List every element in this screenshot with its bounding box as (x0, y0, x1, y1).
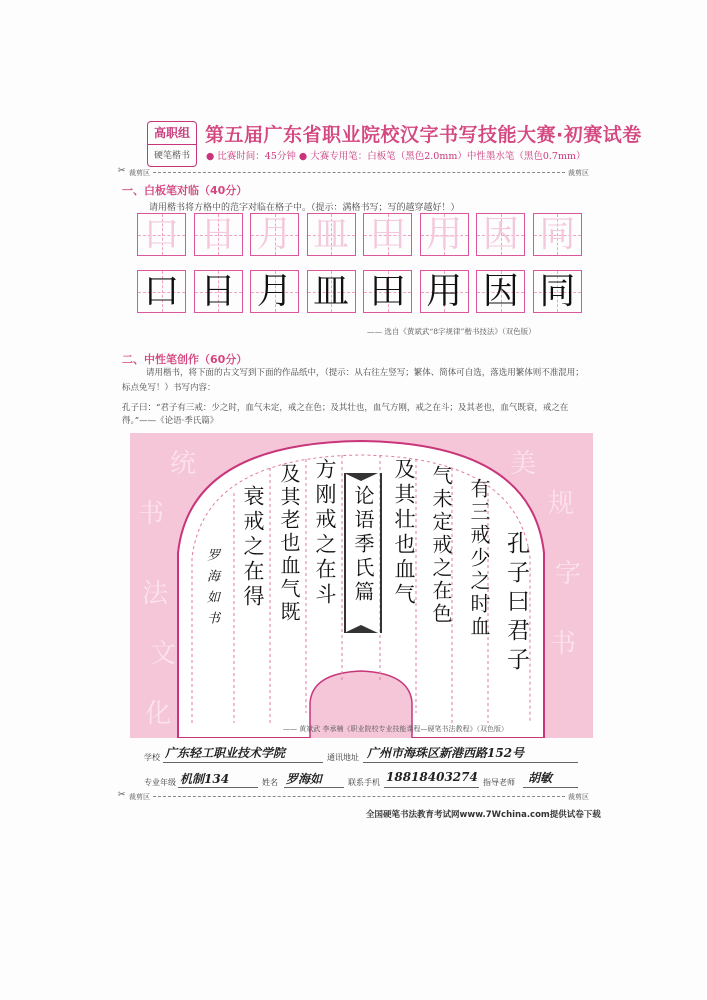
name-label: 姓名 (262, 778, 278, 787)
calligraphy-artwork (130, 433, 593, 738)
section2-heading: 二、中性笔创作（60分） (122, 353, 248, 366)
written-cell: 用 (420, 270, 469, 313)
written-cell: 日 (194, 270, 243, 313)
major-label: 专业年级 (144, 778, 176, 787)
text-column-3: 气未定戒之在色 (429, 465, 453, 626)
badge-division: 高职组 (153, 126, 190, 140)
model-cell: 口 (137, 213, 186, 256)
school-value: 广东轻工职业技术学院 (165, 746, 286, 760)
exam-subtitle: ● 比赛时间：45分钟 ● 大赛专用笔：白板笔（黑色2.0mm）中性墨水笔（黑色0.7mm） (206, 151, 586, 162)
model-grid (137, 213, 582, 256)
text-column-7: 及其老也血气既 (277, 463, 301, 624)
text-column-2: 有三戒少之时血 (467, 478, 491, 639)
watermark-char: 美 (510, 449, 537, 479)
watermark-char: 字 (555, 559, 582, 589)
cut-label-right-bottom: 裁剪区 (568, 793, 589, 801)
model-cell: 同 (533, 213, 582, 256)
text-column-6: 方刚戒之在斗 (313, 458, 337, 608)
teacher-line (523, 787, 578, 788)
section1-instruction: 请用楷书将方格中的范字对临在格子中。（提示：满格书写；写的越穿越好！） (149, 203, 460, 213)
cut-label-left-bottom: 裁剪区 (129, 793, 150, 801)
division-badge (147, 121, 197, 167)
watermark-char: 书 (138, 499, 165, 529)
address-value: 广州市海珠区新港西路152号 (367, 746, 525, 760)
cut-label-left: 裁剪区 (129, 169, 150, 177)
section2-credit: —— 黄斌武 李承楠《职业院校专业技能课程—硬笔书法教程》（双色版） (283, 725, 508, 733)
model-cell: 皿 (307, 213, 356, 256)
artwork-signature: 罗海如书 (204, 548, 219, 632)
written-cell: 月 (250, 270, 299, 313)
watermark-char: 规 (548, 489, 575, 519)
address-line (363, 762, 578, 763)
writing-grid (137, 270, 582, 313)
teacher-label: 指导老师 (483, 778, 515, 787)
model-cell: 用 (420, 213, 469, 256)
watermark-char: 化 (145, 699, 172, 729)
written-cell: 因 (476, 270, 525, 313)
school-line (163, 762, 323, 763)
phone-line (384, 787, 479, 788)
major-value: 机制134 (180, 772, 230, 786)
written-cell: 口 (137, 270, 186, 313)
cut-line-top (153, 172, 565, 173)
cut-label-right: 裁剪区 (568, 169, 589, 177)
exam-title: 第五届广东省职业院校汉字书写技能大赛·初赛试卷 (205, 124, 642, 146)
model-cell: 日 (194, 213, 243, 256)
watermark-char: 法 (142, 579, 169, 609)
text-column-8: 衰戒之在得 (241, 485, 265, 610)
written-cell: 同 (533, 270, 582, 313)
watermark-char: 文 (150, 639, 177, 669)
text-column-4: 及其壮也血气 (392, 458, 416, 608)
download-promo: 全国硬笔书法教育考试网www.7Wchina.com提供试卷下载 (366, 810, 601, 820)
section1-credit: —— 选自《黄斌武“8字规律”楷书技法》（双色版） (367, 327, 536, 336)
cut-line-bottom (153, 796, 565, 797)
phone-label: 联系手机 (348, 778, 380, 787)
school-label: 学校 (144, 753, 160, 762)
phone-value: 18818403274 (386, 770, 478, 784)
written-cell: 皿 (307, 270, 356, 313)
teacher-value: 胡敏 (528, 771, 553, 785)
watermark-char: 书 (550, 629, 577, 659)
model-cell: 因 (476, 213, 525, 256)
major-line (178, 787, 258, 788)
address-label: 通讯地址 (327, 753, 359, 762)
watermark-char: 统 (170, 449, 197, 479)
badge-script: 硬笔楷书 (148, 144, 196, 161)
artwork-title: 论语季氏篇 (351, 485, 375, 605)
scissors-icon: ✂ (118, 166, 126, 176)
section1-heading: 一、白板笔对临（40分） (122, 184, 248, 197)
model-cell: 田 (363, 213, 412, 256)
written-cell: 田 (363, 270, 412, 313)
scissors-icon: ✂ (118, 790, 126, 800)
model-cell: 月 (250, 213, 299, 256)
section2-instruction: 请用楷书，将下面的古文写到下面的作品纸中，（提示：从右往左竖写；繁体、简体可自选，落选用繁体则不准混用；标点免写！）书写内容： (122, 368, 584, 393)
section2-text: 孔子曰：“君子有三戒：少之时，血气未定，戒之在色；及其壮也，血气方刚，戒之在斗；及其老也，血气既衰，戒之在得。”——《论语·季氏篇》 (122, 403, 569, 426)
name-value: 罗海如 (286, 772, 323, 786)
name-line (284, 787, 344, 788)
text-column-1: 孔子曰君子 (503, 531, 529, 676)
